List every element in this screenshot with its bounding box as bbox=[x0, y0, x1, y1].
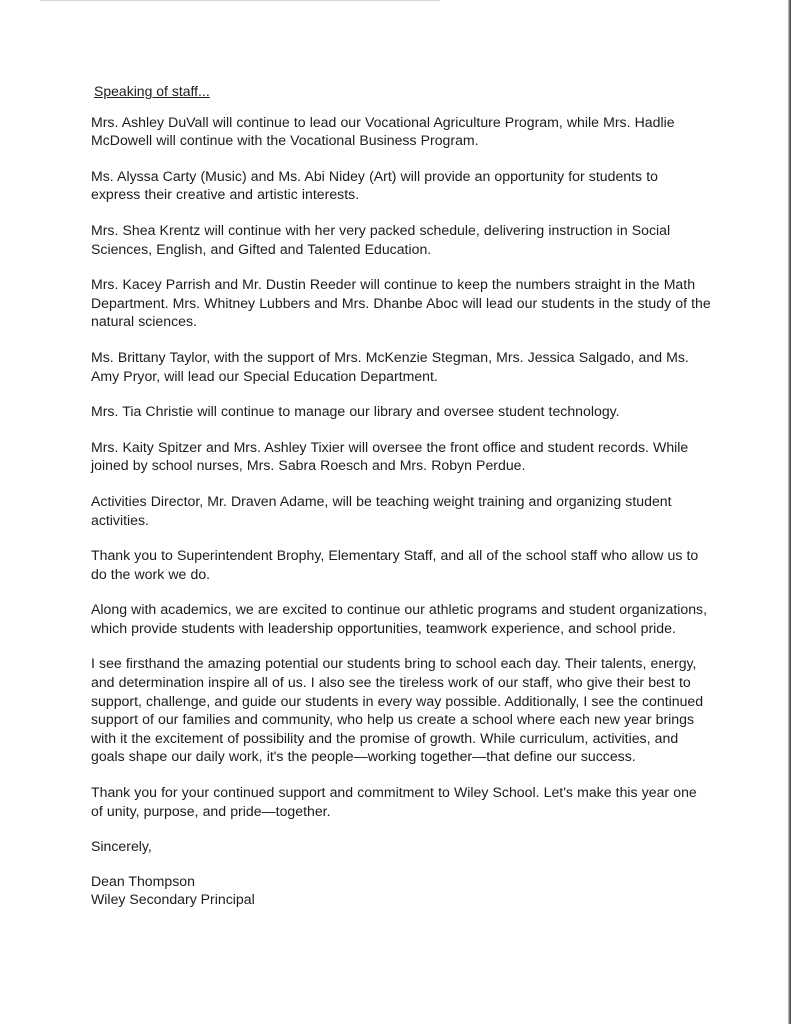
paragraph-athletics: Along with academics, we are excited to continue our athletic programs and student organizations, which provide students with leadership opportunities, teamwork experience, and school pride. bbox=[91, 601, 708, 636]
section-heading: Speaking of staff... bbox=[94, 83, 210, 99]
signature-title: Wiley Secondary Principal bbox=[91, 891, 255, 908]
scan-artifact-top bbox=[40, 0, 440, 1]
paragraph-firsthand: I see firsthand the amazing potential our students bring to school each day. Their talents, energy, and determination inspire all of us. I also see the tireless work of our staff, who give their best to support, challenge, and guide our students in every way possible. Additionally, I see the continued support of our families and community, who help us create a school where each new year brings with it the excitement of possibility and the promise of growth. While curriculum, activities, and goals shape our daily work, it's the people—working together—that define our success. bbox=[91, 655, 704, 765]
paragraph-library: Mrs. Tia Christie will continue to manage our library and oversee student technology. bbox=[91, 403, 620, 420]
paragraph-front-office: Mrs. Kaity Spitzer and Mrs. Ashley Tixier will oversee the front office and student records. While joined by school nurses, Mrs. Sabra Roesch and Mrs. Robyn Perdue. bbox=[91, 438, 689, 474]
paragraph-social-sciences: Mrs. Shea Krentz will continue with her very packed schedule, delivering instruction in Social Sciences, English, and Gifted and Talented Education. bbox=[91, 221, 671, 257]
paragraph-thank-you-staff: Thank you to Superintendent Brophy, Elementary Staff, and all of the school staff who allow us to do the work we do. bbox=[91, 547, 699, 582]
paragraph-special-education: Ms. Brittany Taylor, with the support of Mrs. McKenzie Stegman, Mrs. Jessica Salgado, and Ms. Amy Pryor, will lead our Special Education Department. bbox=[91, 348, 689, 384]
paragraph-thank-you-support: Thank you for your continued support and commitment to Wiley School. Let's make this year one of unity, purpose, and pride—together. bbox=[91, 784, 697, 819]
letter-body bbox=[91, 82, 711, 909]
signature-name: Dean Thompson bbox=[91, 872, 195, 889]
closing-salutation: Sincerely, bbox=[91, 838, 152, 855]
paragraph-activities: Activities Director, Mr. Draven Adame, will be teaching weight training and organizing student activities. bbox=[91, 492, 672, 528]
paragraph-vocational: Mrs. Ashley DuVall will continue to lead our Vocational Agriculture Program, while Mrs. Hadlie McDowell will continue with the Vocational Business Program. bbox=[91, 113, 675, 149]
paragraph-arts: Ms. Alyssa Carty (Music) and Ms. Abi Nidey (Art) will provide an opportunity for students to express their creative and artistic interests. bbox=[91, 167, 658, 203]
paragraph-math-science: Mrs. Kacey Parrish and Mr. Dustin Reeder will continue to keep the numbers straight in the Math Department. Mrs. Whitney Lubbers and Mrs. Dhanbe Aboc will lead our students in the study of the natural sciences. bbox=[91, 276, 711, 330]
